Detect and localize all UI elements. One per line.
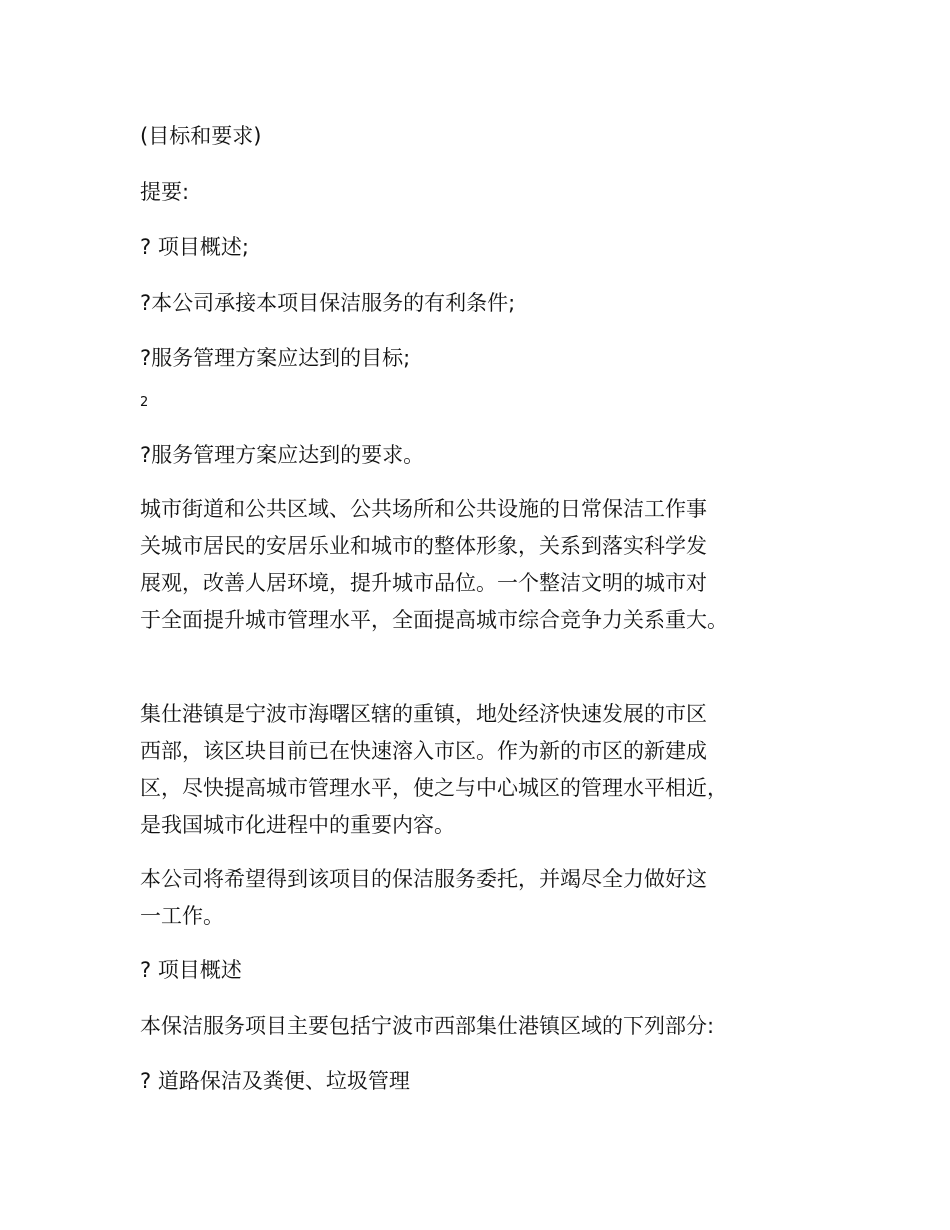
toc-item-requirements: ?服务管理方案应达到的要求。 bbox=[140, 443, 425, 467]
section-title-overview: ? 项目概述 bbox=[140, 958, 242, 982]
scope-item-road-cleaning: ? 道路保洁及粪便、垃圾管理 bbox=[140, 1069, 410, 1093]
paragraph-line: 集仕港镇是宁波市海曙区辖的重镇，地处经济快速发展的市区 bbox=[140, 702, 707, 726]
paragraph-company-commitment bbox=[140, 861, 830, 935]
paragraph-line: 区，尽快提高城市管理水平，使之与中心城区的管理水平相近， bbox=[140, 776, 728, 800]
document-heading: (目标和要求) bbox=[140, 124, 262, 148]
paragraph-city-cleaning bbox=[140, 491, 830, 639]
paragraph-line: 于全面提升城市管理水平，全面提高城市综合竞争力关系重大。 bbox=[140, 608, 728, 632]
paragraph-line: 关城市居民的安居乐业和城市的整体形象，关系到落实科学发 bbox=[140, 534, 707, 558]
paragraph-line: 展观，改善人居环境，提升城市品位。一个整洁文明的城市对 bbox=[140, 571, 707, 595]
paragraph-line: 本公司将希望得到该项目的保洁服务委托，并竭尽全力做好这 bbox=[140, 867, 707, 891]
paragraph-line: 是我国城市化进程中的重要内容。 bbox=[140, 813, 455, 837]
paragraph-line: 一工作。 bbox=[140, 904, 224, 928]
page-number: 2 bbox=[140, 395, 149, 410]
summary-label: 提要: bbox=[140, 180, 190, 204]
toc-item-goals: ?服务管理方案应达到的目标; bbox=[140, 346, 411, 370]
paragraph-line: 西部，该区块目前已在快速溶入市区。作为新的市区的新建成 bbox=[140, 739, 707, 763]
toc-item-advantages: ?本公司承接本项目保洁服务的有利条件; bbox=[140, 291, 516, 315]
scope-intro: 本保洁服务项目主要包括宁波市西部集仕港镇区域的下列部分: bbox=[140, 1014, 715, 1038]
toc-item-overview: ? 项目概述; bbox=[140, 235, 249, 259]
paragraph-town-overview bbox=[140, 696, 830, 844]
paragraph-line: 城市街道和公共区域、公共场所和公共设施的日常保洁工作事 bbox=[140, 497, 707, 521]
